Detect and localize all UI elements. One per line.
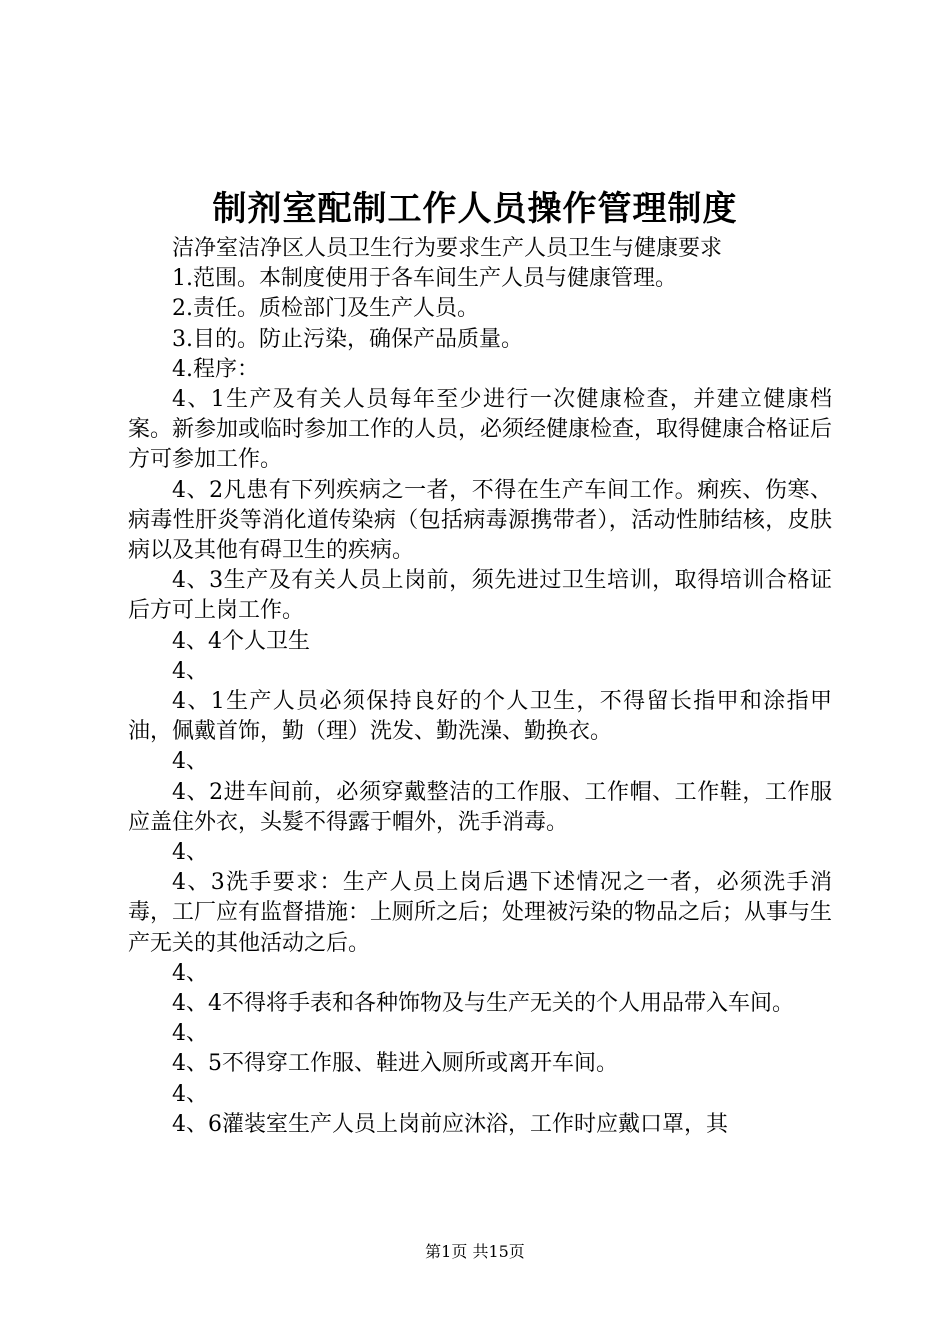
paragraph: 4、1生产及有关人员每年至少进行一次健康检查，并建立健康档案。新参加或临时参加工作的人员，必须经健康检查，取得健康合格证后方可参加工作。 [128,387,833,473]
paragraph: 4、4个人卫生 [172,628,310,654]
paragraph: 4、2凡患有下列疾病之一者，不得在生产车间工作。痢疾、伤寒、病毒性肝炎等消化道传染病（包括病毒源携带者），活动性肺结核，皮肤病以及其他有碍卫生的疾病。 [128,477,832,564]
paragraph: 4、2进车间前，必须穿戴整洁的工作服、工作帽、工作鞋，工作服应盖住外衣，头髮不得露于帽外，洗手消毒。 [128,779,832,835]
paragraph: 4、6灌装室生产人员上岗前应沐浴，工作时应戴口罩，其 [172,1111,728,1137]
document-title: 制剂室配制工作人员操作管理制度 [212,189,738,229]
paragraph: 4、 [172,749,208,775]
paragraph: 2.责任。质检部门及生产人员。 [172,296,479,322]
paragraph: 3.目的。防止污染，确保产品质量。 [172,326,523,352]
paragraph: 4、4不得将手表和各种饰物及与生产无关的个人用品带入车间。 [172,991,794,1017]
document-body [128,234,832,1140]
paragraph: 1.范围。本制度使用于各车间生产人员与健康管理。 [172,266,677,292]
paragraph: 4、3生产及有关人员上岗前，须先进过卫生培训，取得培训合格证后方可上岗工作。 [128,568,832,624]
page-number: 第1页 共15页 [425,1242,525,1261]
paragraph: 4.程序： [172,356,259,382]
paragraph: 4、3洗手要求：生产人员上岗后遇下述情况之一者，必须洗手消毒，工厂应有监督措施：上厕所之后；处理被污染的物品之后；从事与生产无关的其他活动之后。 [128,870,833,956]
paragraph: 4、 [172,658,208,684]
paragraph: 4、 [172,1021,208,1047]
paragraph: 4、 [172,960,208,986]
paragraph: 洁净室洁净区人员卫生行为要求生产人员卫生与健康要求 [172,236,723,261]
paragraph: 4、1生产人员必须保持良好的个人卫生，不得留长指甲和涂指甲油，佩戴首饰，勤（理）洗发、勤洗澡、勤换衣。 [128,689,832,745]
paragraph: 4、 [172,1081,208,1107]
paragraph: 4、 [172,840,208,866]
paragraph: 4、5不得穿工作服、鞋进入厕所或离开车间。 [172,1051,618,1077]
